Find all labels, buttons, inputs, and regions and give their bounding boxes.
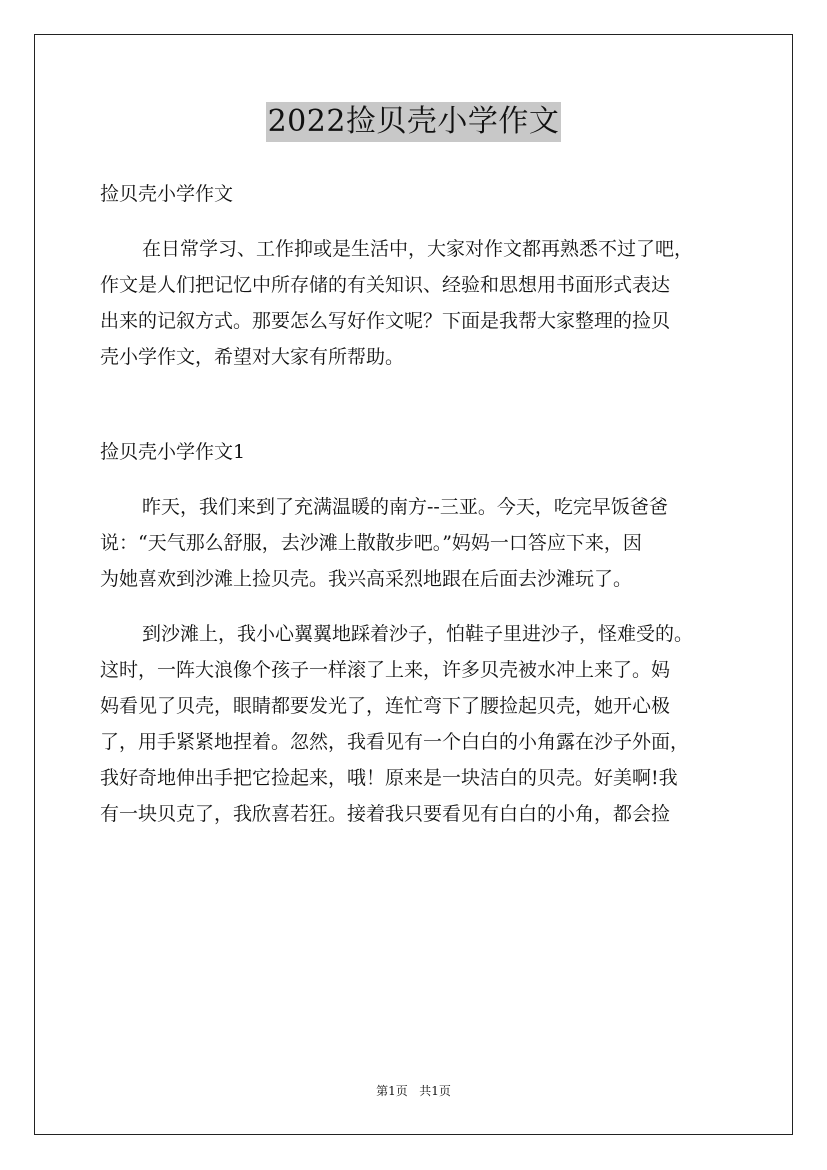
- text-line: 说：“天气那么舒服，去沙滩上散散步吧。”妈妈一口答应下来，因: [100, 532, 642, 554]
- text-line: 出来的记叙方式。那要怎么写好作文呢？下面是我帮大家整理的捡贝: [100, 310, 671, 332]
- title-wrap: [0, 102, 827, 142]
- essay1-paragraph-2: [100, 616, 740, 832]
- essay1-paragraph-1: [100, 489, 740, 597]
- text-line: 昨天，我们来到了充满温暖的南方--三亚。今天，吃完早饭爸爸: [142, 496, 668, 518]
- text-line: 作文是人们把记忆中所存储的有关知识、经验和思想用书面形式表达: [100, 274, 671, 296]
- text-line: 我好奇地伸出手把它捡起来，哦！原来是一块洁白的贝壳。好美啊!我: [100, 767, 678, 789]
- page-footer: [0, 1083, 827, 1099]
- document-title: 2022捡贝壳小学作文: [266, 102, 562, 142]
- text-line: 妈看见了贝壳，眼睛都要发光了，连忙弯下了腰捡起贝壳，她开心极: [100, 695, 671, 717]
- text-line: 壳小学作文，希望对大家有所帮助。: [100, 346, 405, 368]
- page-number: 第1页: [376, 1084, 408, 1098]
- text-line: 在日常学习、工作抑或是生活中，大家对作文都再熟悉不过了吧，: [142, 238, 694, 260]
- essay1-heading: 捡贝壳小学作文1: [100, 441, 246, 463]
- page-total: 共1页: [419, 1084, 451, 1098]
- intro-paragraph: [100, 231, 740, 375]
- text-line: 了，用手紧紧地捏着。忽然，我看见有一个白白的小角露在沙子外面，: [100, 731, 690, 753]
- intro-heading: 捡贝壳小学作文: [100, 183, 234, 205]
- document-body: [100, 176, 740, 832]
- text-line: 有一块贝克了，我欣喜若狂。接着我只要看见有白白的小角，都会捡: [100, 803, 671, 825]
- section-spacer: [100, 375, 740, 434]
- text-line: 这时，一阵大浪像个孩子一样滚了上来，许多贝壳被水冲上来了。妈: [100, 659, 671, 681]
- text-line: 到沙滩上，我小心翼翼地踩着沙子，怕鞋子里进沙子，怪难受的。: [142, 623, 694, 645]
- text-line: 为她喜欢到沙滩上捡贝壳。我兴高采烈地跟在后面去沙滩玩了。: [100, 568, 633, 590]
